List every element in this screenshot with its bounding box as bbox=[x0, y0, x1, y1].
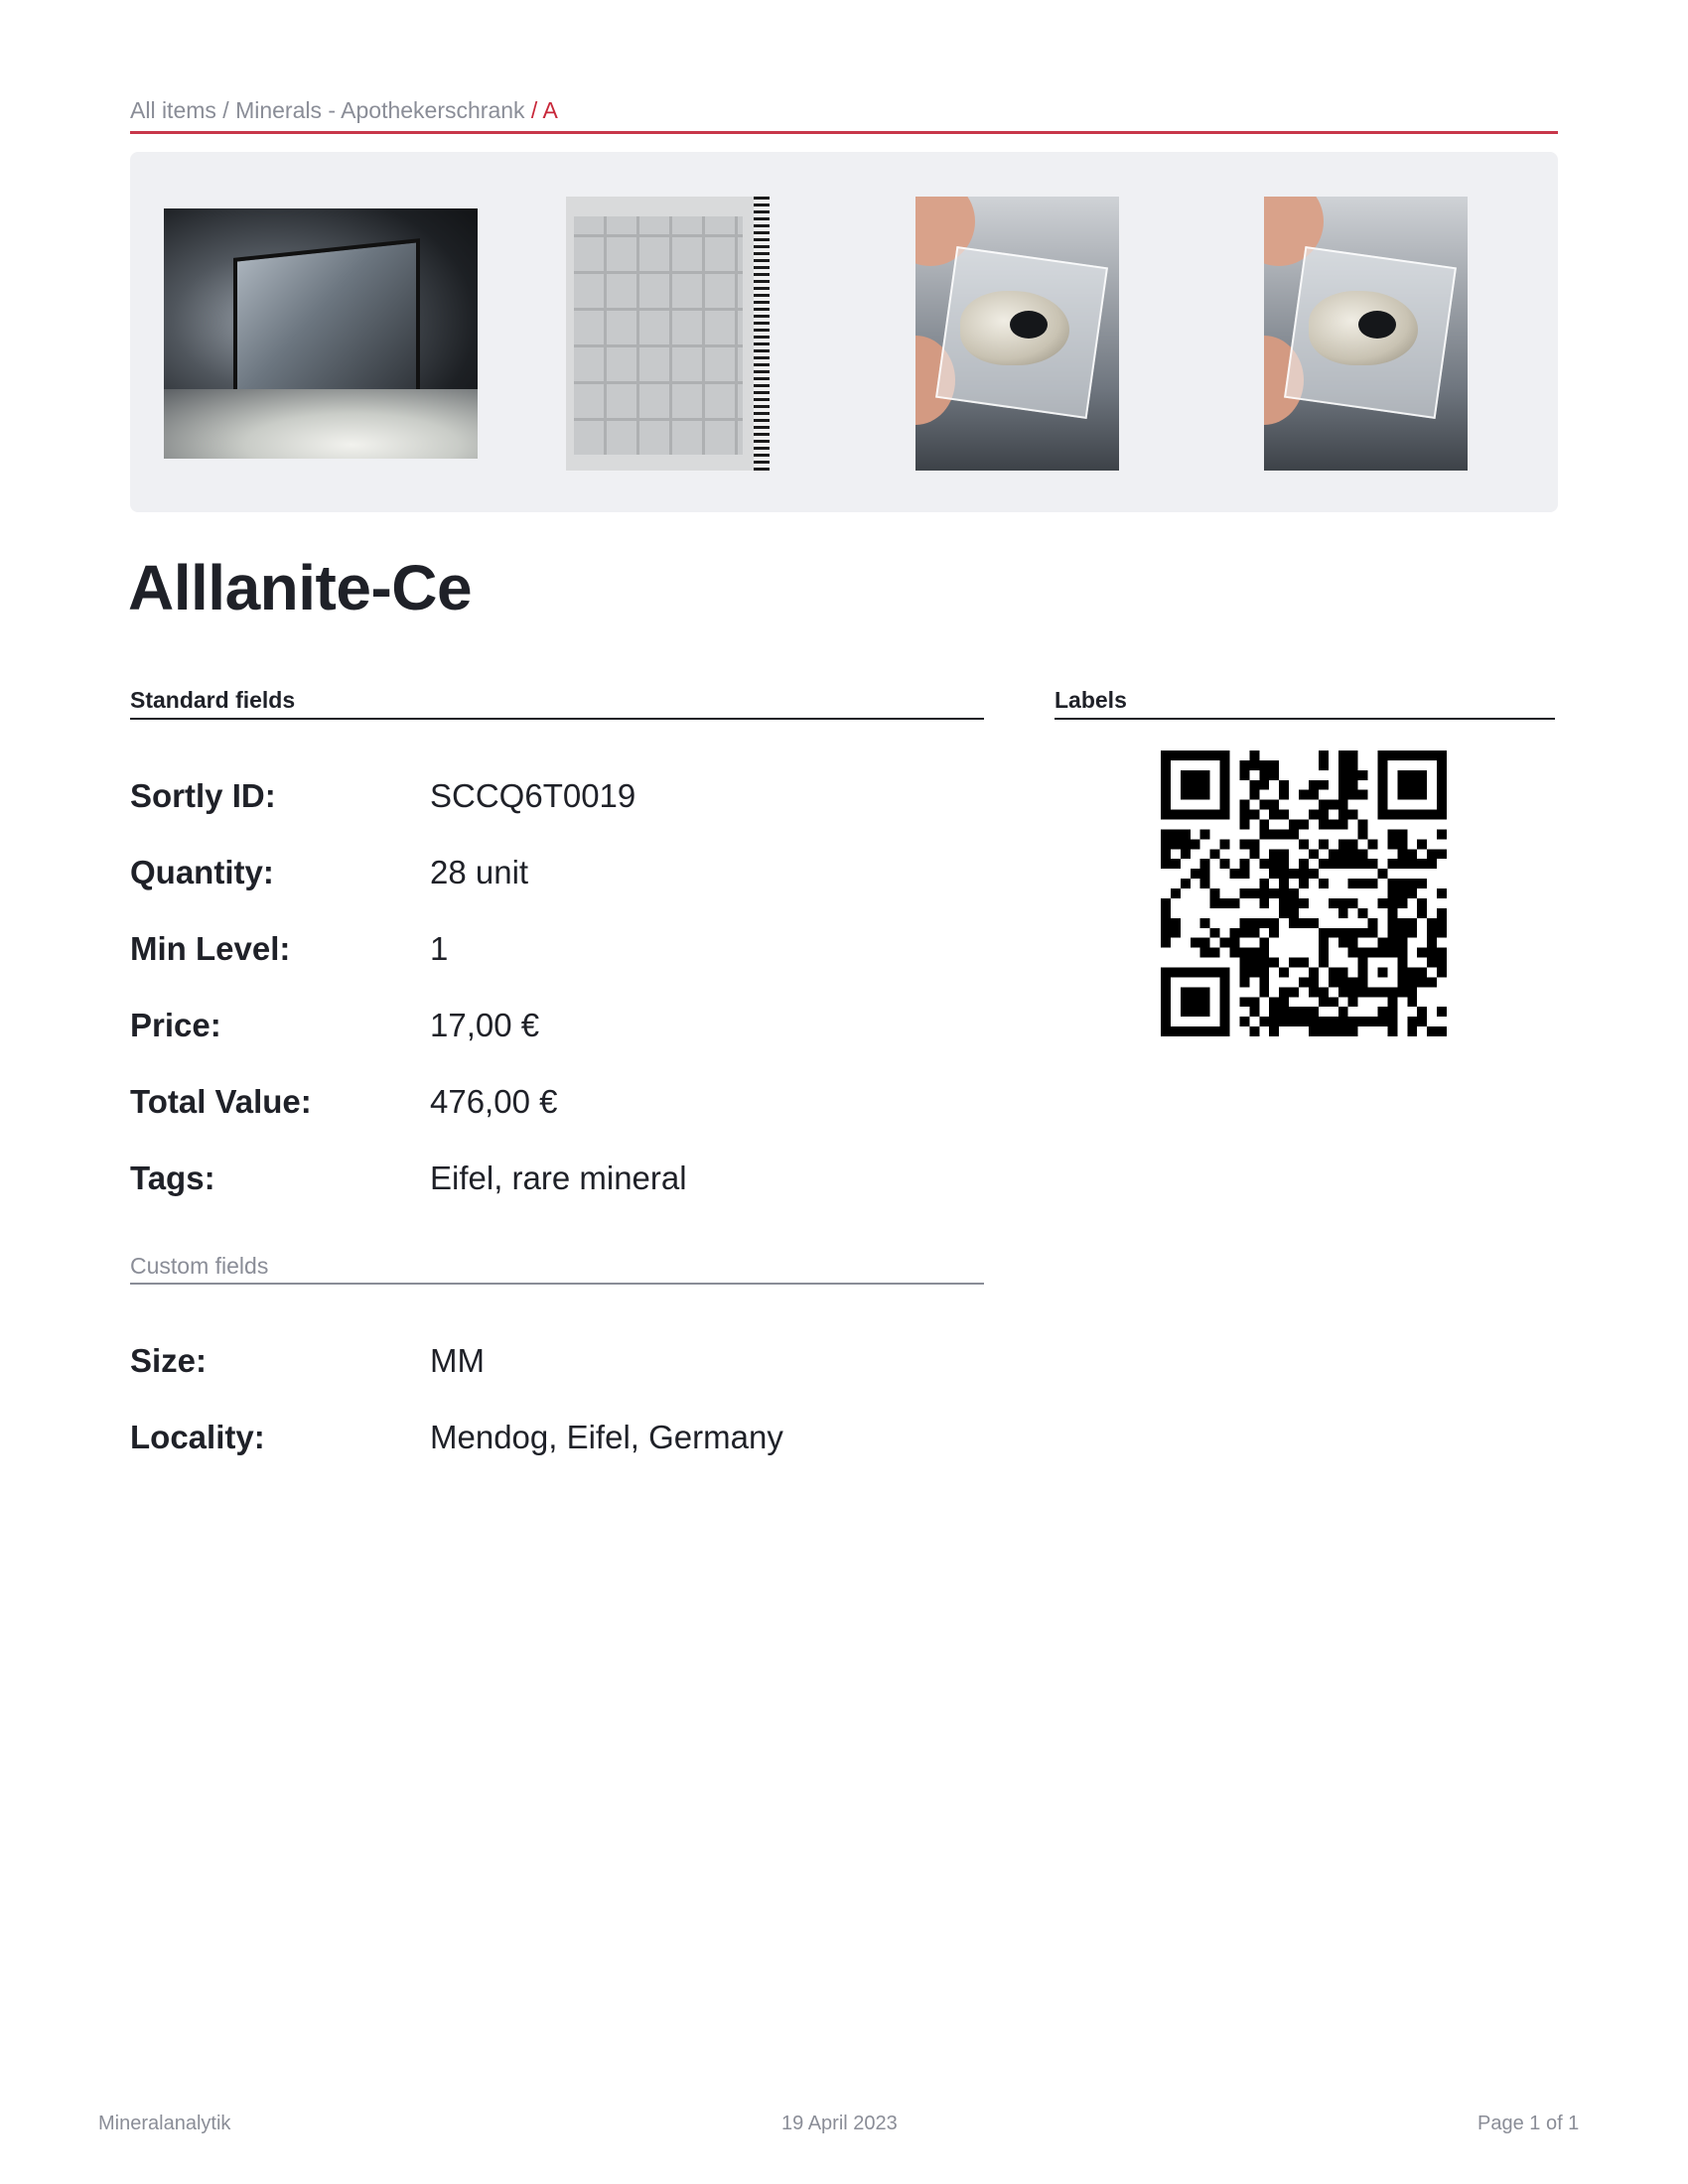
matrix-rock-shape bbox=[164, 389, 478, 459]
field-value: MM bbox=[430, 1342, 485, 1379]
field-value: 17,00 € bbox=[430, 1007, 540, 1043]
field-value: Mendog, Eifel, Germany bbox=[430, 1419, 783, 1455]
labels-divider bbox=[1055, 718, 1555, 720]
breadcrumb-current: / A bbox=[524, 97, 558, 123]
ruler-edge-shape bbox=[754, 197, 770, 471]
field-row-tags bbox=[130, 1160, 984, 1209]
field-row-total-value bbox=[130, 1083, 984, 1133]
field-label: Min Level: bbox=[130, 930, 291, 967]
breadcrumb-divider bbox=[130, 131, 1558, 134]
labels-heading: Labels bbox=[1055, 687, 1127, 713]
field-value: 476,00 € bbox=[430, 1083, 558, 1120]
custom-fields-divider bbox=[130, 1283, 984, 1285]
item-title: Alllanite-Ce bbox=[128, 552, 473, 623]
drawer-grid-shape bbox=[574, 216, 743, 455]
photo-gallery bbox=[130, 152, 1558, 512]
custom-fields-heading: Custom fields bbox=[130, 1253, 269, 1279]
footer-company: Mineralanalytik bbox=[98, 2113, 231, 2134]
standard-fields-divider bbox=[130, 718, 984, 720]
field-label: Total Value: bbox=[130, 1083, 312, 1120]
field-label: Price: bbox=[130, 1007, 221, 1043]
field-value: 28 unit bbox=[430, 854, 529, 890]
field-label: Sortly ID: bbox=[130, 777, 276, 814]
field-row-min-level bbox=[130, 930, 984, 980]
breadcrumb bbox=[130, 97, 1558, 124]
standard-fields-heading: Standard fields bbox=[130, 687, 296, 713]
dark-crystal-shape bbox=[1358, 311, 1396, 339]
breadcrumb-path[interactable]: All items / Minerals - Apothekerschrank bbox=[130, 97, 525, 123]
photo-thumbnail-3[interactable] bbox=[915, 197, 1119, 471]
footer-date: 19 April 2023 bbox=[781, 2113, 898, 2134]
field-row-quantity bbox=[130, 854, 984, 903]
field-label: Tags: bbox=[130, 1160, 215, 1196]
photo-thumbnail-2[interactable] bbox=[566, 197, 770, 471]
field-value: Eifel, rare mineral bbox=[430, 1160, 687, 1196]
field-value: SCCQ6T0019 bbox=[430, 777, 636, 814]
field-row-locality bbox=[130, 1419, 984, 1468]
field-label: Locality: bbox=[130, 1419, 265, 1455]
field-value: 1 bbox=[430, 930, 449, 967]
field-row-price bbox=[130, 1007, 984, 1056]
field-label: Quantity: bbox=[130, 854, 274, 890]
field-row-size bbox=[130, 1342, 984, 1392]
photo-thumbnail-1[interactable] bbox=[164, 208, 478, 459]
dark-crystal-shape bbox=[1010, 311, 1048, 339]
qr-code-icon bbox=[1161, 751, 1447, 1036]
field-row-sortly-id bbox=[130, 777, 984, 827]
field-label: Size: bbox=[130, 1342, 208, 1379]
footer-page-number: Page 1 of 1 bbox=[1477, 2113, 1580, 2134]
photo-thumbnail-4[interactable] bbox=[1264, 197, 1468, 471]
